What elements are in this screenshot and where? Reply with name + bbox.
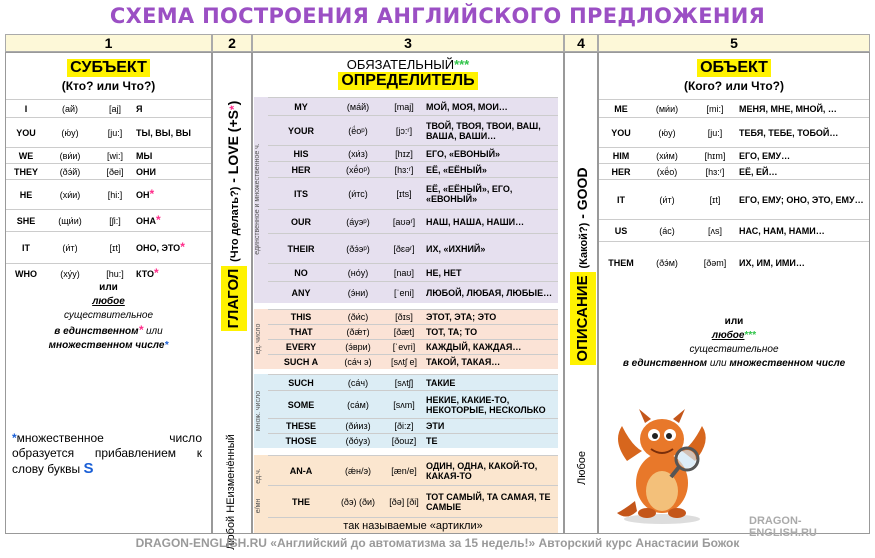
english-word: YOUR [287,125,314,136]
blue-star: * [164,340,169,351]
ipa-transcription: [jɔ:ʳ] [395,125,413,136]
transcription-ru: (э́ври) [345,342,371,352]
object-noun-note [599,315,869,371]
transcription-ru: (ðо́уз) [345,436,371,446]
english-word: SHE [16,215,36,226]
transcription-ru: (ðэ) (ðи) [340,496,376,507]
transcription-ru: (хё́о) [656,166,678,177]
object-header [599,59,869,93]
object-row [599,163,869,179]
transcription-ru: (ай) [61,103,79,114]
pink-star: * [154,266,159,280]
determiner-row [268,455,558,485]
transcription-ru: (а́с) [659,225,675,236]
verb-heading [220,56,246,376]
subject-row [6,231,211,263]
english-word: THAT [289,327,313,337]
transcription-ru: (ǽн/э) [344,465,372,476]
side-label-articles-singular: ед.ч. [255,468,262,484]
english-word: YOU [16,127,36,138]
russian-translation: ЕГО, «ЕВОНЫЙ» [426,148,501,159]
english-word: SUCH A [283,357,319,367]
green-stars: *** [454,57,470,72]
ipa-transcription: [ɪts] [396,188,412,199]
transcription-ru: (хи́з) [348,148,368,159]
transcription-ru: (ðи́из) [345,421,371,431]
ipa-transcription: [ðəm] [703,257,727,268]
russian-translation: ТЫ, ВЫ, ВЫ [136,127,191,138]
ipa-transcription: [ðei] [106,166,124,177]
english-word: THOSE [285,436,317,446]
ipa-transcription: [hɪz] [395,148,413,159]
english-word: THIS [290,312,312,322]
ipa-transcription: [aʊəʳ] [392,216,416,227]
ipa-transcription: [hɜ:ʳ] [394,164,414,175]
transcription-ru: (ми́и) [655,103,679,114]
transcription-ru: (э́ни) [347,287,369,298]
subject-panel [5,52,212,534]
russian-translation: ЛЮБОЙ, ЛЮБАЯ, ЛЮБЫЕ… [426,287,553,298]
subject-plural: множественном числе [48,340,165,351]
english-word: HIS [293,148,309,159]
ipa-transcription: [hɜ:ʳ] [705,166,725,177]
subject-row [6,179,211,209]
english-word: WE [18,150,34,161]
transcription-ru: (хи́и) [59,189,81,200]
articles-note: так называемые «артикли» [268,517,558,532]
transcription-ru: (ðǽт) [346,327,370,337]
ipa-transcription: [ðɪs] [395,312,413,322]
determiner-group-articles [254,455,558,533]
column-number-1: 1 [5,34,212,52]
determiner-row [268,324,558,339]
description-any: Любое [576,451,588,486]
pink-star: * [138,323,144,337]
english-word: ME [614,103,628,114]
determiner-row [268,233,558,263]
determiner-mandatory: ОБЯЗАТЕЛЬНЫЙ [346,57,455,72]
determiner-row [268,309,558,324]
determiner-row [268,339,558,354]
determiner-row [268,115,558,145]
english-word: ANY [291,287,311,298]
pink-star: * [149,187,155,201]
transcription-ru: (са́ч) [347,377,369,388]
subject-row [6,117,211,147]
ipa-transcription: [sʌtʃ] [394,377,414,388]
ipa-transcription: [hi:] [107,189,123,200]
subject-in-singular: в единственном [54,326,139,337]
subject-header [6,59,211,93]
pink-star: * [180,240,185,254]
english-word: HE [19,189,33,200]
russian-translation: ОН* [136,187,155,201]
english-word: MY [294,101,308,112]
pink-star: * [227,105,241,111]
ipa-transcription: [ju:] [107,127,123,138]
english-word: OUR [291,216,311,227]
determiner-row [268,354,558,369]
subject-noun: существительное [63,310,154,321]
object-in-singular: в единственном [622,358,708,369]
determiner-row [268,177,558,209]
english-word: IT [617,194,625,205]
determiner-row [268,390,558,418]
transcription-ru: (хё́оᵖ) [346,164,370,175]
transcription-ru: (ðи́с) [347,312,369,322]
ipa-transcription: [ðə] [ði] [389,496,419,507]
object-row [599,147,869,163]
determiner-row [268,209,558,233]
russian-translation: ОНО, ЭТО* [136,240,185,254]
english-word: HER [291,164,311,175]
plural-rule-note [12,431,202,477]
transcription-ru: (ðэ́м) [656,257,678,268]
english-word: THEIR [287,243,315,254]
transcription-ru: (щи́и) [58,215,82,226]
watermark: DRAGON-ENGLISH.RU [749,515,817,539]
ipa-transcription: [ðouz] [391,436,417,446]
transcription-ru: (ё́оᵖ) [348,125,368,136]
description-title: ОПИСАНИЕ [570,272,596,364]
object-row [599,179,869,219]
side-label-singular: ед. число [255,323,262,355]
description-panel [564,52,598,534]
transcription-ru: (и́т) [62,242,78,253]
english-word: US [614,225,628,236]
ipa-transcription: [maj] [394,101,414,112]
transcription-ru: (ю́у) [658,127,676,138]
subject-row [6,99,211,117]
plural-letter: S [83,460,94,477]
russian-translation: ОДИН, ОДНА, КАКОЙ-ТО, КАКАЯ-ТО [426,460,538,481]
russian-translation: ТЕ [426,436,438,446]
column-number-2: 2 [212,34,252,52]
column-number-3: 3 [252,34,564,52]
subject-any: любое [92,296,125,307]
transcription-ru: (но́у) [347,267,369,278]
english-word: WHO [15,268,37,279]
english-word: ITS [293,188,308,199]
object-row [599,219,869,241]
russian-translation: НАШ, НАША, НАШИ… [426,216,525,227]
object-row [599,99,869,117]
ipa-transcription: [ˈeni] [393,287,414,298]
determiner-row [268,485,558,517]
english-word: THESE [285,421,316,431]
english-word: NO [294,267,308,278]
description-question: (Какой?) [578,222,590,269]
plural-rule-text: множественное число образуется прибавлением к слову буквы [12,431,202,476]
subject-row [6,147,211,163]
object-any: любое [711,330,745,341]
russian-translation: ТЕБЯ, ТЕБЕ, ТОБОЙ… [739,127,839,138]
side-label-sing-plural: единственное и множественное ч. [254,143,261,255]
object-row [599,117,869,147]
blue-star: * [12,431,17,445]
ipa-transcription: [ɪt] [109,242,121,253]
transcription-ru: (ðэ́эᵖ) [346,243,370,254]
ipa-transcription: [ˈevri] [392,342,416,352]
ipa-transcription: [aj] [108,103,121,114]
determiner-row [268,418,558,433]
column-number-5: 5 [598,34,870,52]
russian-translation: ЕГО, ЕМУ… [739,150,791,161]
green-stars: *** [744,330,757,341]
object-row [599,241,869,283]
column-number-4: 4 [564,34,598,52]
verb-title: ГЛАГОЛ [221,266,247,332]
russian-translation: ЕЁ, «ЕЁНЫЙ», ЕГО, «ЕВОНЫЙ» [426,183,513,204]
russian-translation: МОЙ, МОЯ, МОИ… [426,101,508,112]
russian-translation: ОНА* [136,213,161,227]
russian-translation: ЕГО, ЕМУ; ОНО, ЭТО, ЕМУ… [739,194,864,205]
determiner-title: ОПРЕДЕЛИТЕЛЬ [338,72,477,90]
russian-translation: ТОТ САМЫЙ, ТА САМАЯ, ТЕ САМЫЕ [426,491,551,512]
ipa-transcription: [ʌs] [707,225,722,236]
determiner-row [268,263,558,281]
russian-translation: МЕНЯ, МНЕ, МНОЙ, … [739,103,837,114]
russian-translation: ЕЁ, ЕЙ… [739,166,778,177]
verb-question: (Что делать?) [229,186,241,262]
russian-translation: НЕ, НЕТ [426,267,462,278]
russian-translation: ТВОЙ, ТВОЯ, ТВОИ, ВАШ, ВАША, ВАШИ… [426,120,541,141]
ipa-transcription: [ðæt] [393,327,415,337]
transcription-ru: (а́уэᵖ) [346,216,370,227]
transcription-ru: (и́т) [659,194,675,205]
russian-translation: ТОТ, ТА; ТО [426,327,478,337]
english-word: YOU [611,127,631,138]
russian-translation: ИХ, ИМ, ИМИ… [739,257,805,268]
determiner-group-plural [254,374,558,448]
transcription-ru: (ху́у) [60,268,80,279]
russian-translation: КТО* [136,266,159,280]
transcription-ru: (са́ч э) [344,357,372,367]
verb-any-unchanged: Любой НЕизменённый [225,434,237,550]
page-title: СХЕМА ПОСТРОЕНИЯ АНГЛИЙСКОГО ПРЕДЛОЖЕНИЯ [109,4,766,28]
verb-example: - LOVE (+S [225,110,241,183]
determiner-group-singular [254,309,558,369]
pink-star: * [156,213,161,227]
ipa-transcription: [ʃi:] [109,215,121,226]
ipa-transcription: [ju:] [707,127,723,138]
ipa-transcription: [ðɛəʳ] [393,243,415,254]
footer-credit: DRAGON-ENGLISH.RU «Английский до автоматизма за 15 недель!» Авторский курс Анастасии Божок [135,536,740,550]
transcription-ru: (хи́м) [656,150,678,161]
verb-example-end: ) [225,100,241,106]
english-word: THEY [13,166,38,177]
side-label-articles-both: е/мн [255,498,262,514]
object-or2: или [709,358,727,369]
ipa-transcription: [wi:] [106,150,123,161]
determiner-row [268,374,558,390]
ipa-transcription: [hu:] [106,268,124,279]
determiner-header [253,57,563,90]
transcription-ru: (ма́й) [346,101,370,112]
english-word: HER [611,166,631,177]
russian-translation: ЭТИ [426,421,445,431]
determiner-row [268,97,558,115]
object-plural: множественном числе [729,358,846,369]
russian-translation: КАЖДЫЙ, КАЖДАЯ… [426,342,522,352]
russian-translation: НАС, НАМ, НАМИ… [739,225,825,236]
transcription-ru: (са́м) [347,399,369,410]
subject-row [6,263,211,283]
transcription-ru: (ðэ́й) [59,166,81,177]
ipa-transcription: [naʊ] [393,267,415,278]
russian-translation: НЕКИЕ, КАКИЕ-ТО, НЕКОТОРЫЕ, НЕСКОЛЬКО [426,394,546,415]
side-label-plural: множ. число [255,390,262,432]
subject-or: или [99,282,118,293]
subject-noun-note [6,281,211,353]
verb-panel [212,52,252,550]
english-word: SUCH [288,377,314,388]
english-word: IT [22,242,30,253]
determiner-row [268,433,558,448]
russian-translation: ИХ, «ИХНИЙ» [426,243,486,254]
ipa-transcription: [hɪm] [704,150,726,161]
subject-or2: или [145,326,163,337]
determiner-row [268,281,558,303]
russian-translation: ЭТОТ, ЭТА; ЭТО [426,312,497,322]
ipa-transcription: [ði:z] [394,421,414,431]
description-heading [569,138,595,394]
russian-translation: ТАКОЙ, ТАКАЯ… [426,357,501,367]
ipa-transcription: [ɪt] [709,194,721,205]
description-example: - GOOD [574,167,590,219]
transcription-ru: (ю́у) [61,127,79,138]
object-noun: существительное [689,344,779,355]
english-word: I [24,103,28,114]
transcription-ru: (ви́и) [59,150,81,161]
english-word: THE [292,496,310,507]
dragon-mascot-image [607,401,717,526]
ipa-transcription: [sʌm] [393,399,415,410]
english-word: EVERY [285,342,317,352]
russian-translation: Я [136,103,143,114]
determiner-group-possessive [254,97,558,303]
ipa-transcription: [mi:] [706,103,724,114]
english-word: THEM [608,257,634,268]
object-title: ОБЪЕКТ [697,59,771,77]
determiner-row [268,145,558,161]
subject-question: (Кто? или Что?) [61,79,156,93]
object-question: (Кого? или Что?) [683,79,784,93]
subject-row [6,163,211,179]
subject-row [6,209,211,231]
russian-translation: МЫ [136,150,153,161]
object-panel [598,52,870,539]
russian-translation: ТАКИЕ [426,377,456,388]
subject-title: СУБЪЕКТ [67,59,150,77]
ipa-transcription: [sʌtʃ e] [390,357,417,367]
ipa-transcription: [æn/e] [391,465,417,476]
english-word: SOME [287,399,315,410]
transcription-ru: (и́тс) [348,188,368,199]
russian-translation: ЕЁ, «ЕЁНЫЙ» [426,164,487,175]
object-or: или [724,316,744,327]
determiner-row [268,161,558,177]
english-word: AN-A [289,465,313,476]
russian-translation: ОНИ [136,166,156,177]
english-word: HIM [612,150,630,161]
